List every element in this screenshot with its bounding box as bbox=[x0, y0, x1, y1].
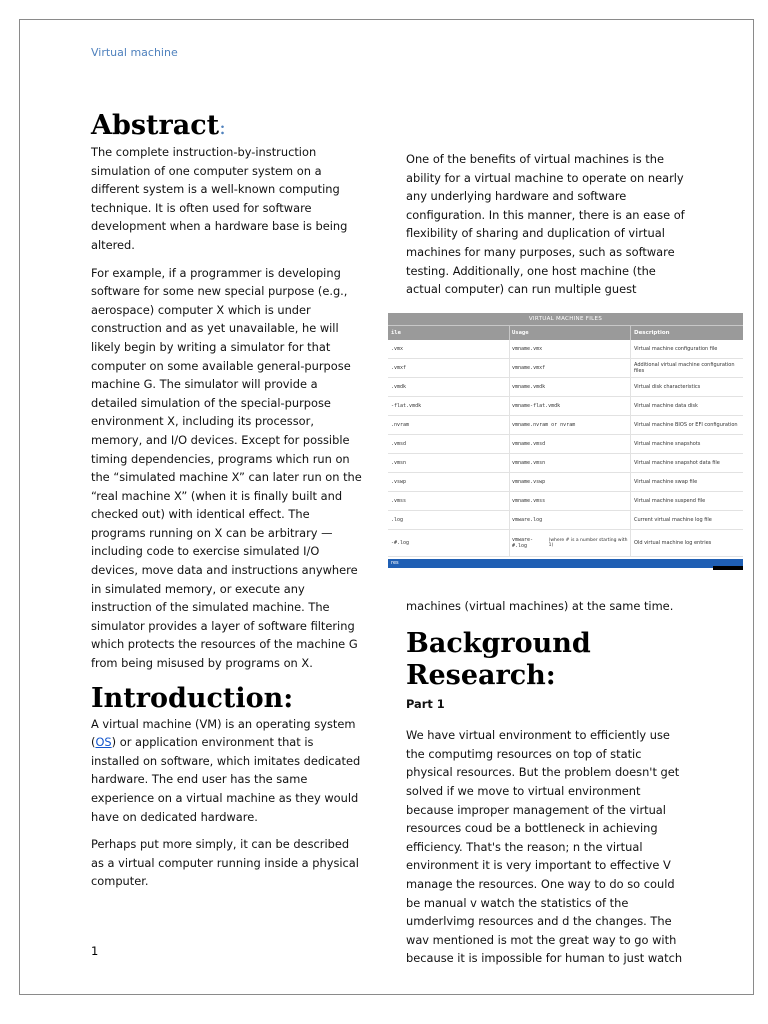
os-link[interactable]: OS bbox=[95, 735, 112, 750]
introduction-heading: Introduction: bbox=[91, 682, 294, 714]
table-row bbox=[388, 511, 743, 530]
table-cell-description: Virtual disk characteristics bbox=[630, 378, 743, 396]
page-number: 1 bbox=[91, 944, 99, 958]
table-cell-usage: vmname.vmdk bbox=[509, 378, 630, 396]
table-row bbox=[388, 340, 743, 359]
table-cell-usage: vmname.vmss bbox=[509, 492, 630, 510]
table-cell-description: Virtual machine suspend file bbox=[630, 492, 743, 510]
table-row bbox=[388, 359, 743, 378]
part-label: Part 1 bbox=[406, 696, 445, 711]
introduction-paragraph-2: Perhaps put more simply, it can be described as a virtual computer running inside a physical computer. bbox=[91, 837, 359, 889]
abstract-paragraph-2: For example, if a programmer is developing software for some new special purpose (e.g., aerospace) computer X which is under construction and as yet unavailable, he will likely begin by writing a simulator for that computer on some available general-purpose machine G. The simulator will provide a detailed simulation of the special-purpose environment X, including its processor, memory, and I/O devices. Except for possible timing dependencies, programs which run on the “simulated machine X” can later run on the “real machine X” (when it is finally built and checked out) with identical effect. The programs running on X can be arbitrary — including code to exercise simulated I/O devices, move data and instructions anywhere in simulated memory, or execute any instruction of the simulated machine. The simulator provides a layer of software filtering which protects the resources of the machine G from being misused by programs on X. bbox=[91, 265, 362, 671]
abstract-heading: Abstract: bbox=[91, 110, 226, 141]
table-header-usage: Usage bbox=[509, 326, 630, 340]
table-header-description: Description bbox=[630, 326, 743, 340]
table-row bbox=[388, 454, 743, 473]
table-cell-file: -#.log bbox=[391, 540, 410, 546]
table-row bbox=[388, 416, 743, 435]
table-cell-description: Virtual machine BIOS or EFI configuration bbox=[630, 416, 743, 434]
table-row bbox=[388, 435, 743, 454]
table-cell-usage: vmware-#.log (where # is a number starting with 1) bbox=[509, 530, 630, 556]
table-cell-usage: vmname.nvram or nvram bbox=[509, 416, 630, 434]
table-cell-usage: vmname.vmsn bbox=[509, 454, 630, 472]
table-footer-bar: res bbox=[388, 559, 743, 568]
table-row bbox=[388, 530, 743, 557]
background-paragraph: We have virtual environment to efficiently use the computimg resources on top of static physical resources. But the problem doesn't get solved if we move to virtual environment because improper management of the virtual resources coud be a bottleneck in achieving efficiency. That's the reason; n the virtual environment it is very important to effective V manage the resources. One way to do so could be manual v watch the statistics of the umderlvimg resources and d the changes. The wav mentioned is mot the great way to go with because it is impossible for human to just watch bbox=[406, 728, 683, 966]
table-row bbox=[388, 473, 743, 492]
table-cell-file: .vmxf bbox=[391, 365, 407, 371]
table-cell-description: Virtual machine configuration file bbox=[630, 340, 743, 358]
table-cell-description: Virtual machine swap file bbox=[630, 473, 743, 491]
table-cell-usage: vmname.vmx bbox=[509, 340, 630, 358]
multiple-guests-paragraph: machines (virtual machines) at the same time. bbox=[406, 599, 674, 613]
left-column bbox=[91, 110, 363, 891]
page-header: Virtual machine bbox=[91, 46, 178, 59]
table-row bbox=[388, 378, 743, 397]
table-cell-description: Additional virtual machine configuration files bbox=[630, 359, 743, 377]
table-cell-description: Virtual machine data disk bbox=[630, 397, 743, 415]
benefits-paragraph: One of the benefits of virtual machines is the ability for a virtual machine to operate on nearly any underlying hardware and software configuration. In this manner, there is an ease of flexibility of sharing and duplication of virtual machines for many purposes, such as software testing. Additionally, one host machine (the actual computer) can run multiple guest bbox=[406, 152, 685, 297]
table-cell-file: .vmss bbox=[391, 498, 407, 504]
background-heading: Background Research: bbox=[406, 627, 591, 691]
table-cell-description: Current virtual machine log file bbox=[630, 511, 743, 529]
introduction-paragraph-1: A virtual machine (VM) is an operating system (OS) or application environment that is installed on software, which imitates dedicated hardware. The end user has the same experience on a virtual machine as they would have on dedicated hardware. bbox=[91, 716, 361, 824]
table-cell-usage: vmname-flat.vmdk bbox=[509, 397, 630, 415]
table-cell-usage: vmware.log bbox=[509, 511, 630, 529]
table-cell-description: Virtual machine snapshots bbox=[630, 435, 743, 453]
table-cell-file: .nvram bbox=[391, 422, 410, 428]
table-title: VIRTUAL MACHINE FILES bbox=[388, 313, 743, 325]
right-column-bottom bbox=[406, 597, 688, 968]
table-cell-description: Virtual machine snapshot data file bbox=[630, 454, 743, 472]
table-cell-file: -flat.vmdk bbox=[391, 403, 422, 409]
table-footer-mark bbox=[713, 566, 743, 570]
table-cell-usage: vmname.vswp bbox=[509, 473, 630, 491]
table-header-file: ile bbox=[391, 330, 401, 336]
vm-files-table bbox=[388, 313, 743, 569]
table-cell-file: .vmsn bbox=[391, 460, 407, 466]
table-cell-file: .vmx bbox=[391, 346, 404, 352]
table-cell-file: .vmsd bbox=[391, 441, 407, 447]
table-cell-description: Old virtual machine log entries bbox=[630, 530, 743, 556]
table-header-row bbox=[388, 325, 743, 340]
abstract-paragraph-1: The complete instruction-by-instruction simulation of one computer system on a different system is a well-known computing technique. It is often used for software development when a hardware base is being altered. bbox=[91, 145, 348, 252]
right-column-top bbox=[406, 150, 688, 299]
table-row bbox=[388, 492, 743, 511]
table-row bbox=[388, 397, 743, 416]
table-cell-file: .log bbox=[391, 517, 404, 523]
table-cell-file: .vmdk bbox=[391, 384, 407, 390]
table-cell-usage: vmname.vmsd bbox=[509, 435, 630, 453]
table-cell-file: .vswp bbox=[391, 479, 407, 485]
table-cell-usage: vmname.vmxf bbox=[509, 359, 630, 377]
